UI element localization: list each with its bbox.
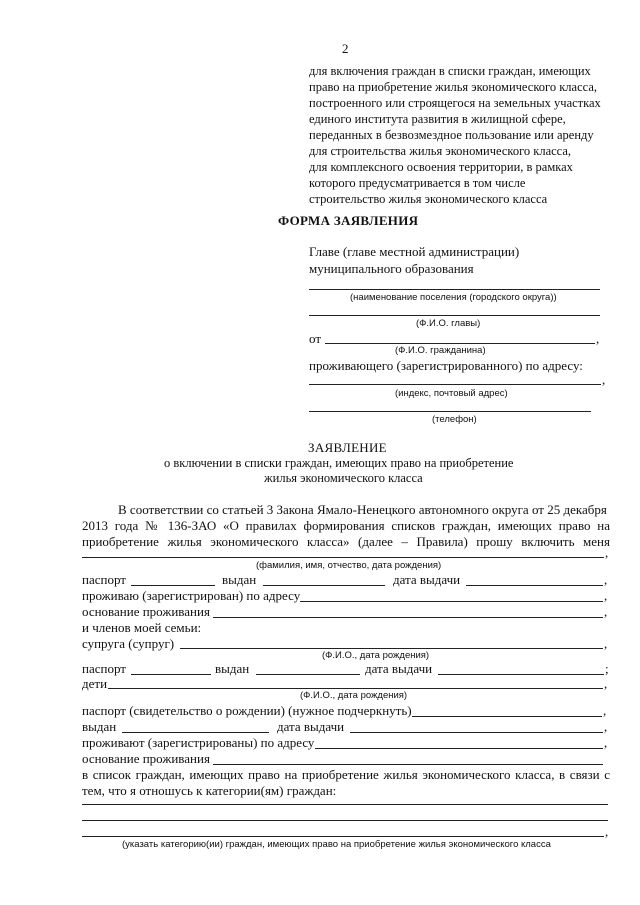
category-field-2[interactable]: [82, 820, 608, 821]
residing-label: проживающего (зарегистрированного) по адресу:: [309, 358, 583, 373]
statement-title: ЗАЯВЛЕНИЕ: [308, 440, 387, 455]
appendix-title-line: право на приобретение жилья экономического класса,: [309, 80, 597, 94]
passport-date-field[interactable]: [466, 585, 603, 586]
address-comma: ,: [602, 372, 606, 387]
passport-comma: ,: [604, 572, 608, 587]
addressee-line-2: муниципального образования: [309, 261, 474, 276]
child-date-field[interactable]: [350, 732, 603, 733]
child-issued-label: выдан: [82, 719, 117, 734]
caption-category: (указать категорию(ии) граждан, имеющих право на приобретение жилья экономического класса: [122, 839, 551, 850]
category-comma: ,: [605, 824, 609, 839]
appendix-title-line: для включения граждан в списки граждан, имеющих: [309, 64, 591, 78]
spouse-comma: ,: [604, 636, 608, 651]
appendix-title-line: единого института развития в жилищной сфере,: [309, 112, 566, 126]
applicant-comma: ,: [605, 545, 609, 560]
children-address-field[interactable]: [315, 748, 603, 749]
from-label: от: [309, 331, 322, 346]
child-issued-field[interactable]: [122, 732, 269, 733]
head-name-field[interactable]: [309, 315, 600, 316]
category-line-1: в список граждан, имеющих право на приобретение жилья экономического класса, в связи с: [82, 767, 610, 782]
settlement-field[interactable]: [309, 289, 600, 290]
issue-date-label: дата выдачи: [393, 572, 461, 587]
child-passport-comma: ,: [603, 703, 607, 718]
child-date-comma: ,: [604, 719, 608, 734]
spouse-passport-issued-field[interactable]: [256, 674, 360, 675]
residence-basis-label: основание проживания: [82, 604, 210, 619]
intro-line-2: 2013 года № 136-ЗАО «О правилах формирования списков граждан, имеющих право на: [82, 518, 610, 533]
page-number: 2: [342, 41, 349, 56]
caption-settlement: (наименование поселения (городского округа)): [350, 292, 557, 303]
family-members-label: и членов моей семьи:: [82, 620, 202, 635]
spouse-passport-label: паспорт: [82, 661, 126, 676]
phone-field[interactable]: [309, 411, 591, 412]
reside-label: проживаю (зарегистрирован) по адресу: [82, 588, 301, 603]
child-passport-label: паспорт (свидетельство о рождении) (нужное подчеркнуть): [82, 703, 412, 718]
caption-children: (Ф.И.О., дата рождения): [300, 690, 408, 701]
children-field[interactable]: [108, 688, 603, 689]
address-field[interactable]: [309, 384, 601, 385]
residence-basis-field[interactable]: [213, 617, 603, 618]
appendix-title-line: которого предусматривается в том числе: [309, 176, 526, 190]
residence-comma: ,: [604, 588, 608, 603]
spouse-semicolon: ;: [605, 661, 609, 676]
from-comma: ,: [596, 331, 600, 346]
spouse-label: супруга (супруг): [82, 636, 175, 651]
appendix-title-line: для строительства жилья экономического класса,: [309, 144, 572, 158]
category-line-2: тем, что я отношусь к категории(ям) граждан:: [82, 783, 337, 798]
basis-comma: ,: [604, 604, 608, 619]
intro-line-1: В соответствии со статьей 3 Закона Ямало-Ненецкого автономного округа от 25 декабря: [118, 502, 607, 517]
category-field-1[interactable]: [82, 804, 608, 805]
spouse-passport-date-field[interactable]: [438, 674, 604, 675]
applicant-field[interactable]: [82, 557, 604, 558]
appendix-title-line: построенного или строящегося на земельных участках: [309, 96, 601, 110]
appendix-title-line: для комплексного освоения территории, в рамках: [309, 160, 573, 174]
passport-number-field[interactable]: [131, 585, 215, 586]
caption-address: (индекс, почтовый адрес): [395, 388, 508, 399]
intro-line-3: приобретение жилья экономического класса» (далее – Правила) прошу включить меня: [82, 534, 610, 549]
statement-subtitle-2: жилья экономического класса: [264, 471, 423, 485]
caption-citizen: (Ф.И.О. гражданина): [395, 345, 486, 356]
child-issue-date-label: дата выдачи: [277, 719, 345, 734]
category-field-3[interactable]: [82, 836, 604, 837]
passport-issued-field[interactable]: [263, 585, 385, 586]
children-address-comma: ,: [604, 735, 608, 750]
children-basis-field[interactable]: [213, 764, 603, 765]
children-label: дети: [82, 676, 108, 691]
residence-address-field[interactable]: [300, 601, 603, 602]
form-title: ФОРМА ЗАЯВЛЕНИЯ: [278, 213, 419, 228]
citizen-name-field[interactable]: [325, 343, 595, 344]
caption-phone: (телефон): [432, 414, 477, 425]
spouse-field[interactable]: [180, 648, 603, 649]
spouse-passport-number-field[interactable]: [131, 674, 211, 675]
addressee-line-1: Главе (главе местной администрации): [309, 244, 520, 259]
child-passport-field[interactable]: [412, 716, 602, 717]
caption-spouse: (Ф.И.О., дата рождения): [322, 650, 430, 661]
appendix-title-line: строительство жилья экономического класса: [309, 192, 548, 206]
spouse-issue-date-label: дата выдачи: [365, 661, 433, 676]
passport-label: паспорт: [82, 572, 126, 587]
caption-fio-dob: (фамилия, имя, отчество, дата рождения): [256, 560, 442, 571]
caption-head: (Ф.И.О. главы): [416, 318, 481, 329]
children-comma: ,: [604, 676, 608, 691]
children-reside-label: проживают (зарегистрированы) по адресу: [82, 735, 315, 750]
statement-subtitle-1: о включении в списки граждан, имеющих право на приобретение: [164, 456, 514, 470]
children-basis-label: основание проживания: [82, 751, 210, 766]
issued-label: выдан: [222, 572, 257, 587]
appendix-title-line: переданных в безвозмездное пользование или аренду: [309, 128, 594, 142]
spouse-issued-label: выдан: [215, 661, 250, 676]
